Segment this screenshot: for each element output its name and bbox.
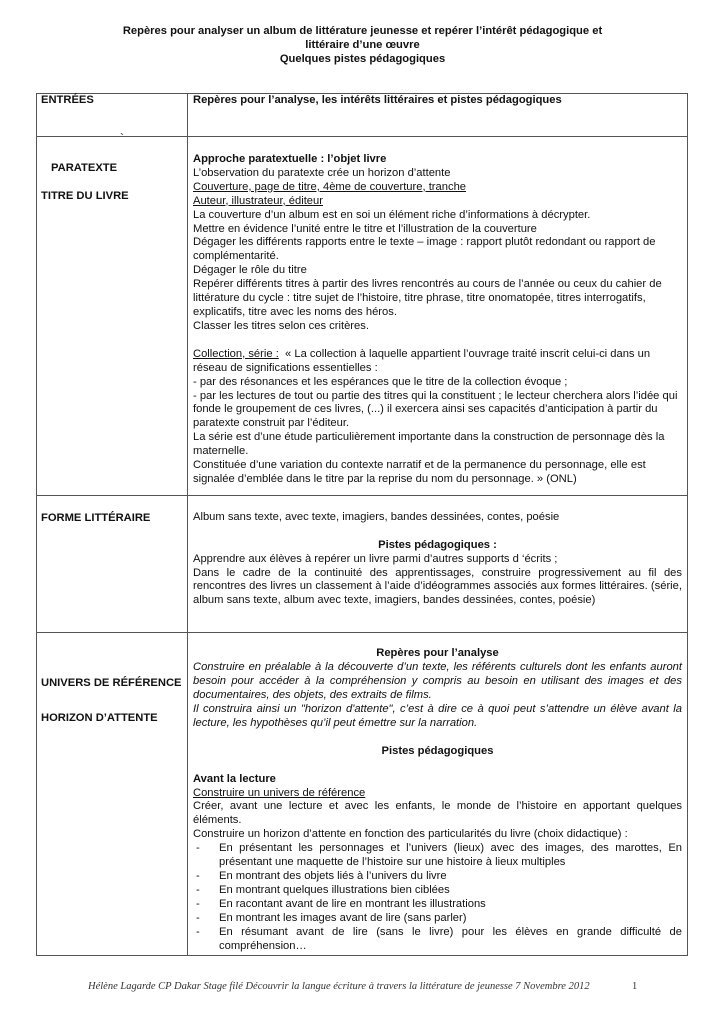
paragraph: Classer les titres selon ces critères. — [193, 319, 369, 332]
italic-paragraph: Il construira ainsi un "horizon d'attente", c’est à dire ce à quoi peut s’attendre un élève avant la lecture, les hypothèses qu’il peut émettre sur la narration. — [193, 702, 682, 729]
collection-paragraph — [193, 348, 682, 376]
row-label-cell — [37, 495, 188, 632]
collection-label: Collection, série : — [193, 347, 279, 360]
page-footer: Hélène Lagarde CP Dakar Stage filé Découvrir la langue écriture à travers la littérature de jeunesse 7 Novembre 2012 — [88, 981, 590, 992]
strategy-list — [193, 842, 682, 953]
label-forme-litteraire: FORME LITTÉRAIRE — [41, 511, 151, 524]
paragraph: Dégager les différents rapports entre le texte – image : rapport plutôt redondant ou rapport de complémentarité. — [193, 236, 656, 263]
table-row-paratexte — [37, 137, 688, 496]
header-reperes: Repères pour l’analyse, les intérêts littéraires et pistes pédagogiques — [188, 94, 688, 137]
stray-mark: ` — [120, 131, 124, 145]
table-row-univers-reference — [37, 633, 688, 956]
paragraph: Apprendre aux élèves à repérer un livre parmi d’autres supports d ‘écrits ; — [193, 552, 558, 565]
paragraph: - par les lectures de tout ou partie des titres qui la constituent ; le lecteur cherchera alors l’idée qui fonde le groupement de ces livres, (...) il exercera ainsi ses capacités d’anticipation à partir du paratexte construit par l’éditeur. — [193, 389, 678, 430]
italic-paragraph: Construire en préalable à la découverte d’un texte, les référents culturels dont les enfants auront besoin pour accéder à la compréhension y compris au besoin en utilisant des images et des documentaires, des objets, des extraits de films. — [193, 661, 682, 701]
document-title — [0, 24, 725, 66]
title-line-1: Repères pour analyser un album de littérature jeunesse et repérer l’intérêt pédagogique et — [122, 25, 603, 37]
paragraph: Dégager le rôle du titre — [193, 264, 307, 277]
row-content-cell — [188, 495, 688, 632]
page-number: 1 — [632, 981, 638, 992]
collection-text: « La collection à laquelle appartient l’ouvrage traité inscrit celui-ci dans un réseau de significations essentielles : — [193, 347, 651, 374]
paragraph: L’observation du paratexte crée un horizon d’attente — [193, 166, 451, 179]
paragraph: La couverture d’un album est en soi un élément riche d’informations à décrypter. — [193, 208, 591, 221]
label-titre-du-livre: TITRE DU LIVRE — [41, 190, 129, 202]
row-content-cell — [188, 137, 688, 496]
header-entrees: ENTRÉES — [37, 94, 188, 137]
underlined-line: Auteur, illustrateur, éditeur — [193, 194, 323, 207]
avant-lecture-heading: Avant la lecture — [193, 772, 276, 785]
label-horizon-attente: HORIZON D’ATTENTE — [41, 712, 158, 725]
paragraph: - par des résonances et les espérances que le titre de la collection évoque ; — [193, 375, 568, 388]
paragraph: Repérer différents titres à partir des livres rencontrés au cours de l’année ou ceux du cahier de littérature du cycle : titre sujet de l’histoire, titre phrase, titre onomatopée, titres interrogatifs, explicatifs, titre avec les noms des héros. — [193, 278, 662, 318]
list-item: - En montrant des objets liés à l’univers du livre — [193, 870, 682, 884]
title-line-2: littéraire d’une œuvre — [305, 39, 420, 51]
paragraph: La série est d’une étude particulièrement importante dans la construction de personnage dès la maternelle. — [193, 431, 665, 458]
analysis-table — [36, 93, 688, 956]
label-univers-reference: UNIVERS DE RÉFÉRENCE — [41, 677, 182, 690]
paratexte-heading: Approche paratextuelle : l’objet livre — [193, 153, 387, 165]
pistes-heading: Pistes pédagogiques : — [378, 538, 497, 551]
paragraph: Créer, avant une lecture et avec les enfants, le monde de l’histoire en apportant quelques éléments. — [193, 800, 682, 827]
paragraph: Constituée d’une variation du contexte narratif et de la permanence du personnage, elle est signalée d’emblée dans le titre par la reprise du nom du personnage. » (ONL) — [193, 459, 646, 485]
underlined-line: Construire un univers de référence — [193, 786, 366, 799]
label-paratexte: PARATEXTE — [51, 162, 118, 174]
underlined-line: Couverture, page de titre, 4ème de couverture, tranche — [193, 180, 467, 193]
paragraph: Mettre en évidence l’unité entre le titre et l’illustration de la couverture — [193, 222, 537, 235]
pistes-heading: Pistes pédagogiques — [381, 744, 494, 757]
title-line-3: Quelques pistes pédagogiques — [279, 53, 446, 65]
row-content-cell — [188, 633, 688, 956]
row-label-cell — [37, 633, 188, 956]
paragraph: Construire un horizon d’attente en fonction des particularités du livre (choix didactique) : — [193, 828, 628, 841]
list-item: - En montrant quelques illustrations bien ciblées — [193, 884, 682, 898]
row-label-cell — [37, 131, 188, 496]
reperes-heading: Repères pour l’analyse — [376, 647, 499, 660]
table-header-row — [37, 94, 688, 137]
list-item: - En montrant les images avant de lire (sans parler) — [193, 912, 682, 926]
list-item: - En résumant avant de lire (sans le livre) pour les élèves en grande difficulté de compréhension… — [193, 926, 682, 954]
paragraph: Dans le cadre de la continuité des apprentissages, construire progressivement au fil des rencontres des livres un classement à l’aide d’idéogrammes associés aux formes littéraires. (série, album sans texte, album avec texte, imagiers, bandes dessinées, contes, poésie) — [193, 566, 682, 607]
table-row-forme-litteraire — [37, 495, 688, 632]
list-item: - En présentant les personnages et l’univers (lieux) avec des images, des marottes, En présentant une maquette de l’histoire sur une histoire à lieux multiples — [193, 842, 682, 870]
list-item: - En racontant avant de lire en montrant les illustrations — [193, 898, 682, 912]
paragraph: Album sans texte, avec texte, imagiers, bandes dessinées, contes, poésie — [193, 510, 560, 523]
